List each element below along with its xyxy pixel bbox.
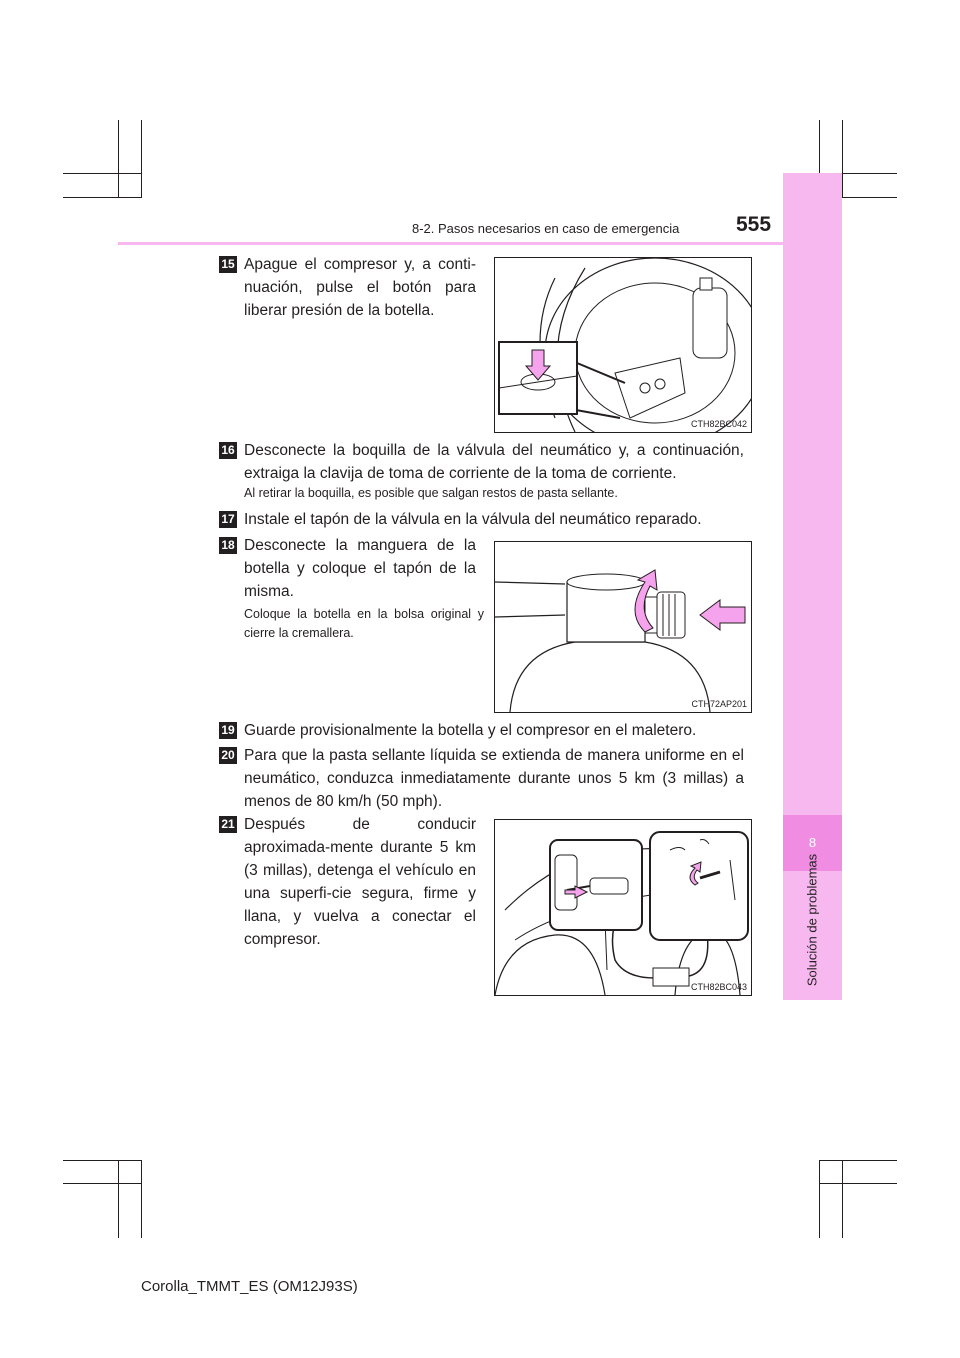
crop-mark bbox=[141, 120, 142, 198]
step-number-badge: 16 bbox=[219, 442, 237, 459]
chapter-title: Solución de problemas bbox=[804, 853, 820, 987]
crop-mark bbox=[819, 1183, 897, 1184]
crop-mark bbox=[842, 120, 843, 198]
step-text: Apague el compresor y, a conti-nuación, pulse el botón para liberar presión de la botella. bbox=[244, 256, 476, 319]
figure-code: CTH82BC042 bbox=[690, 419, 747, 429]
crop-mark bbox=[842, 1160, 843, 1238]
crop-mark bbox=[819, 1160, 820, 1238]
crop-mark bbox=[141, 1160, 142, 1238]
figure-code: CTH72AP201 bbox=[691, 699, 747, 709]
step-text: Guarde provisionalmente la botella y el compresor en el maletero. bbox=[244, 722, 697, 739]
figure-car-compressor bbox=[494, 819, 752, 996]
crop-mark bbox=[63, 1160, 141, 1161]
step-number-badge: 15 bbox=[219, 256, 237, 273]
crop-mark bbox=[63, 173, 141, 174]
step-number-badge: 20 bbox=[219, 747, 237, 764]
header-divider bbox=[118, 242, 783, 245]
step-number-badge: 18 bbox=[219, 537, 237, 554]
step-text: Para que la pasta sellante líquida se extienda de manera uniforme en el neumático, conduzca inmediatamente durante unos 5 km (3 millas) a menos de 80 km/h (50 mph). bbox=[244, 747, 744, 810]
chapter-number: 8 bbox=[783, 815, 842, 871]
figure-code: CTH82BC043 bbox=[690, 982, 747, 992]
step-note: Al retirar la boquilla, es posible que salgan restos de pasta sellante. bbox=[244, 486, 618, 500]
step-text: Desconecte la boquilla de la válvula del neumático y, a continuación, extraiga la clavija de toma de corriente de la toma de corriente. bbox=[244, 442, 744, 482]
section-title: 8-2. Pasos necesarios en caso de emergencia bbox=[412, 221, 680, 236]
step-number-badge: 19 bbox=[219, 722, 237, 739]
step-text: Instale el tapón de la válvula en la válvula del neumático reparado. bbox=[244, 511, 702, 528]
step-text: Después de conducir aproximada-mente durante 5 km (3 millas), detenga el vehículo en una superfi-cie segura, firme y llana, y vuelva a conectar el compresor. bbox=[244, 816, 476, 948]
page-number: 555 bbox=[736, 213, 772, 236]
crop-mark bbox=[118, 120, 119, 198]
step-number-badge: 17 bbox=[219, 511, 237, 528]
crop-mark bbox=[63, 197, 141, 198]
step-text: Desconecte la manguera de la botella y coloque el tapón de la misma. bbox=[244, 537, 476, 600]
step-note: Coloque la botella en la bolsa original y cierre la cremallera. bbox=[244, 607, 484, 640]
crop-mark bbox=[819, 1160, 897, 1161]
step-number-badge: 21 bbox=[219, 816, 237, 833]
document-footer: Corolla_TMMT_ES (OM12J93S) bbox=[141, 1278, 358, 1295]
crop-mark bbox=[63, 1183, 141, 1184]
figure-compressor-release bbox=[494, 257, 752, 433]
figure-bottle-cap bbox=[494, 541, 752, 713]
crop-mark bbox=[118, 1160, 119, 1238]
